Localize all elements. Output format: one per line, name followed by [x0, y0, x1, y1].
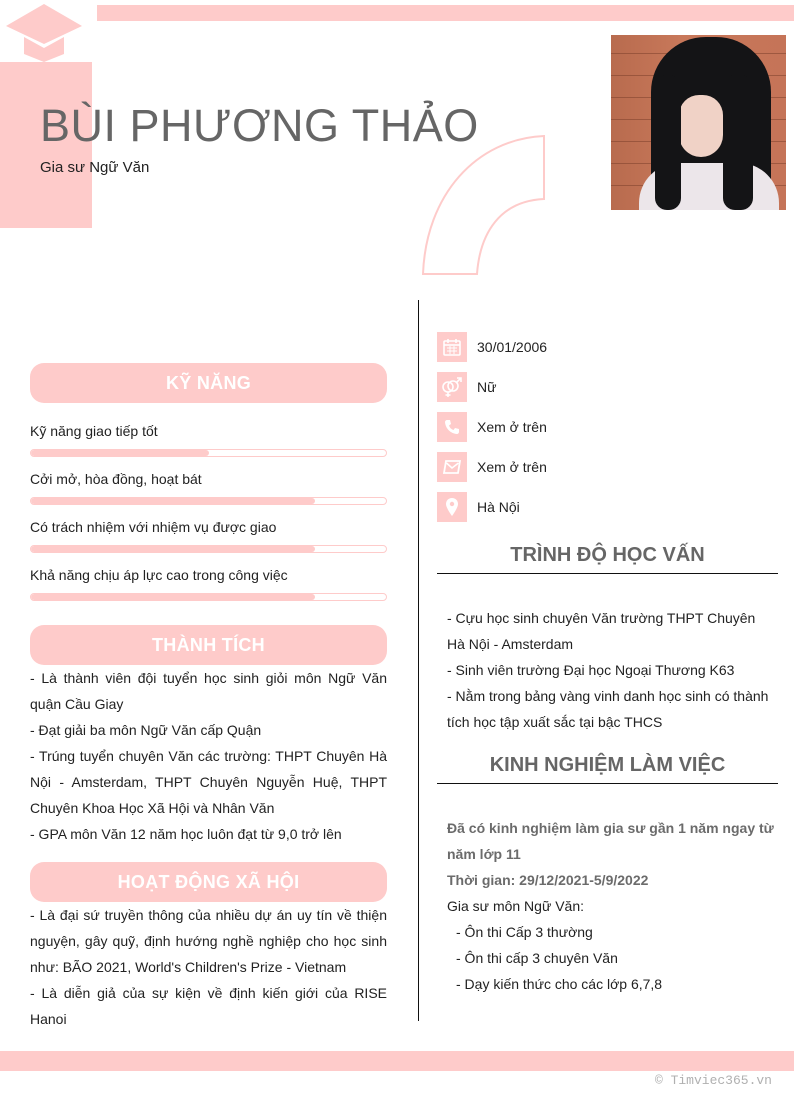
skill-item [30, 469, 387, 505]
skill-progress-bar [30, 545, 387, 553]
candidate-name: BÙI PHƯƠNG THẢO [40, 100, 479, 151]
gender-icon [437, 372, 467, 402]
achievements-heading: THÀNH TÍCH [30, 625, 387, 665]
achievement-item: - Trúng tuyển chuyên Văn các trường: THPT Chuyên Hà Nội - Amsterdam, THPT Chuyên Nguyễn Huệ, THPT Chuyên Khoa Học Xã Hội và Nhân Văn [30, 748, 387, 816]
social-activities-heading: HOẠT ĐỘNG XÃ HỘI [30, 862, 387, 902]
experience-rule [437, 783, 778, 784]
education-heading: TRÌNH ĐỘ HỌC VẤN [510, 544, 705, 566]
phone-value: Xem ở trên [477, 419, 547, 435]
job-title: Gia sư Ngữ Văn [40, 159, 150, 176]
bottom-accent-bar [0, 1051, 794, 1071]
column-divider [418, 300, 419, 1021]
skill-item [30, 565, 387, 601]
experience-task: - Ôn thi Cấp 3 thường [456, 924, 593, 940]
education-rule [437, 573, 778, 574]
copyright-text: © Timviec365.vn [654, 1073, 772, 1088]
location-value: Hà Nội [477, 499, 520, 515]
calendar-icon [437, 332, 467, 362]
experience-period: Thời gian: 29/12/2021-5/9/2022 [447, 872, 649, 888]
skill-item [30, 421, 387, 457]
education-item: - Cựu học sinh chuyên Văn trường THPT Chuyên Hà Nội - Amsterdam [447, 610, 756, 652]
skill-label: Cởi mở, hòa đồng, hoạt bát [30, 471, 202, 487]
skill-label: Có trách nhiệm với nhiệm vụ được giao [30, 519, 277, 535]
experience-summary: Đã có kinh nghiệm làm gia sư gần 1 năm ngay từ năm lớp 11 [447, 820, 774, 862]
contact-phone [437, 412, 547, 442]
contact-birthdate [437, 332, 547, 362]
social-activity-item: - Là diễn giả của sự kiện về định kiến giới của RISE Hanoi [30, 985, 387, 1027]
skill-progress-bar [30, 497, 387, 505]
decorative-arc [420, 133, 548, 277]
achievement-item: - Là thành viên đội tuyển học sinh giỏi môn Ngữ Văn quận Cầu Giay [30, 670, 387, 712]
location-icon [437, 492, 467, 522]
education-list [447, 605, 777, 735]
phone-icon [437, 412, 467, 442]
email-value: Xem ở trên [477, 459, 547, 475]
graduation-cap-icon [6, 4, 82, 62]
skill-item [30, 517, 387, 553]
experience-task: - Ôn thi cấp 3 chuyên Văn [456, 950, 618, 966]
experience-task: - Dạy kiến thức cho các lớp 6,7,8 [456, 976, 663, 992]
contact-location [437, 492, 520, 522]
skills-heading: KỸ NĂNG [30, 363, 387, 403]
achievement-item: - GPA môn Văn 12 năm học luôn đạt từ 9,0 trở lên [30, 826, 342, 842]
achievement-item: - Đạt giải ba môn Ngữ Văn cấp Quận [30, 722, 262, 738]
social-activity-item: - Là đại sứ truyền thông của nhiều dự án uy tín về thiện nguyện, gây quỹ, định hướng nghề nghiệp cho học sinh như: BÃO 2021, World's Children's Prize - Vietnam [30, 907, 387, 975]
contact-gender [437, 372, 496, 402]
birthdate-value: 30/01/2006 [477, 339, 548, 355]
experience-details [447, 815, 777, 997]
skill-label: Kỹ năng giao tiếp tốt [30, 423, 158, 439]
email-icon [437, 452, 467, 482]
social-activities-list [30, 902, 387, 1032]
experience-role: Gia sư môn Ngữ Văn: [447, 898, 585, 914]
gender-value: Nữ [477, 379, 497, 395]
achievements-list [30, 665, 387, 847]
contact-email [437, 452, 547, 482]
experience-heading: KINH NGHIỆM LÀM VIỆC [489, 754, 726, 776]
education-item: - Sinh viên trường Đại học Ngoại Thương K63 [447, 662, 735, 678]
skill-progress-bar [30, 593, 387, 601]
skill-label: Khả năng chịu áp lực cao trong công việc [30, 567, 288, 583]
skill-progress-bar [30, 449, 387, 457]
education-item: - Nằm trong bảng vàng vinh danh học sinh có thành tích học tập xuất sắc tại bậc THCS [447, 688, 769, 730]
top-accent-bar [97, 5, 794, 21]
profile-photo [611, 35, 786, 210]
